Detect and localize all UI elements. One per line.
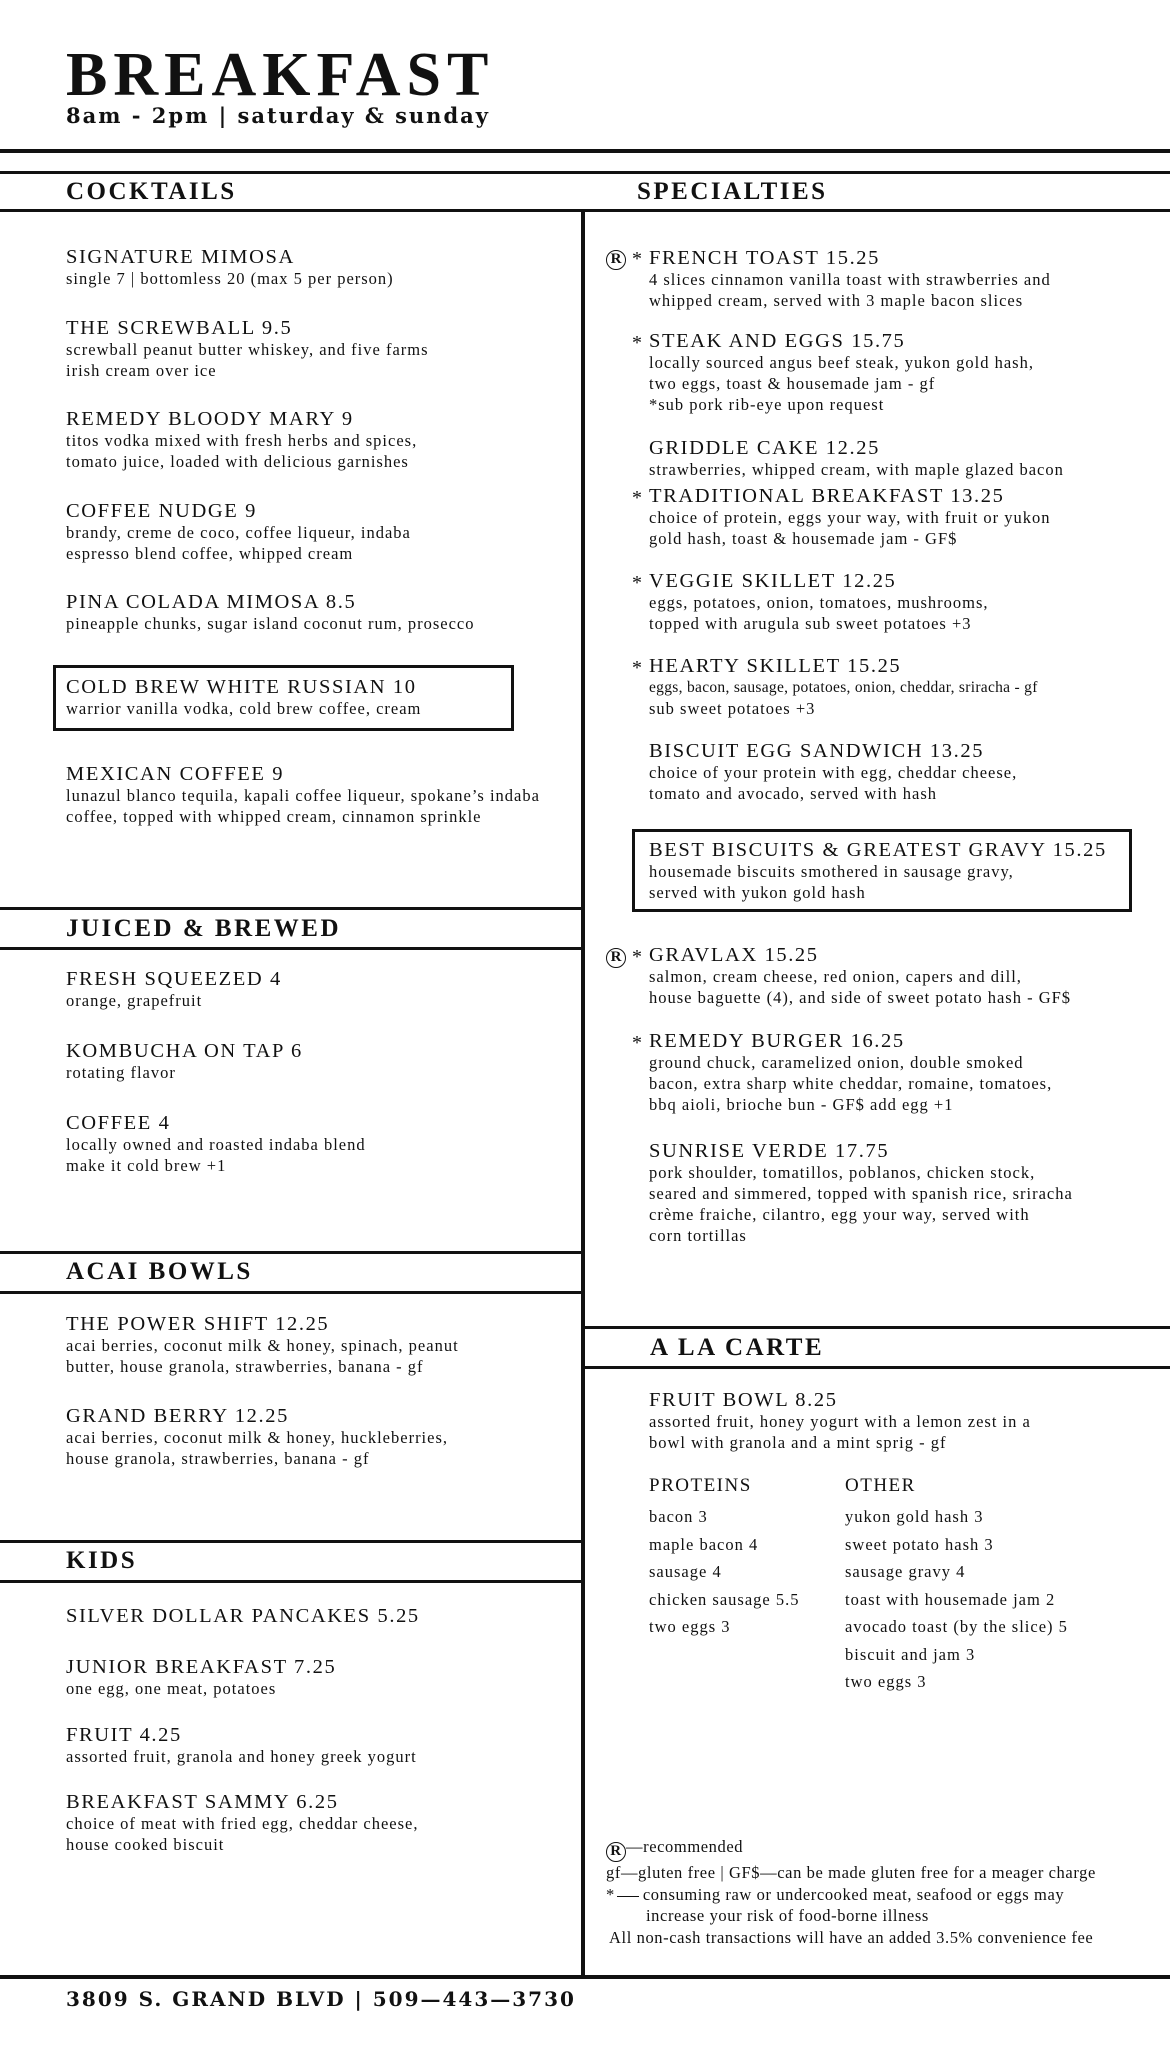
item-name: VEGGIE SKILLET 12.25 bbox=[649, 570, 897, 592]
item-desc: coffee, topped with whipped cream, cinnamon sprinkle bbox=[66, 807, 482, 826]
asterisk-icon: * bbox=[632, 657, 642, 679]
item-desc: warrior vanilla vodka, cold brew coffee, cream bbox=[66, 699, 422, 718]
heading-specialties: SPECIALTIES bbox=[637, 178, 828, 205]
menu-item bbox=[66, 1724, 417, 1767]
item-name: JUNIOR BREAKFAST 7.25 bbox=[66, 1656, 337, 1678]
item-desc: salmon, cream cheese, red onion, capers and dill, bbox=[649, 967, 1022, 986]
footer-address: 3809 S. GRAND BLVD | 509—443—3730 bbox=[66, 1987, 576, 2011]
item-name: KOMBUCHA ON TAP 6 bbox=[66, 1040, 303, 1062]
asterisk-icon: * bbox=[632, 487, 642, 509]
list-item: chicken sausage 5.5 bbox=[649, 1589, 800, 1609]
item-desc: 4 slices cinnamon vanilla toast with strawberries and bbox=[649, 270, 1051, 289]
item-name: PINA COLADA MIMOSA 8.5 bbox=[66, 591, 357, 613]
item-desc: choice of meat with fried egg, cheddar cheese, bbox=[66, 1814, 419, 1833]
menu-item bbox=[66, 500, 411, 564]
legend-raw-text: consuming raw or undercooked meat, seafood or eggs may bbox=[642, 1885, 1065, 1904]
item-desc: housemade biscuits smothered in sausage gravy, bbox=[649, 862, 1014, 881]
list-item: sweet potato hash 3 bbox=[845, 1534, 994, 1554]
proteins-list bbox=[649, 1475, 800, 1641]
item-name: REMEDY BLOODY MARY 9 bbox=[66, 408, 354, 430]
legend-gluten: gf—gluten free | GF$—can be made gluten free for a meager charge bbox=[606, 1863, 1096, 1882]
item-desc: acai berries, coconut milk & honey, spinach, peanut bbox=[66, 1336, 459, 1355]
menu-item-featured bbox=[66, 676, 421, 719]
divider-top bbox=[0, 171, 1170, 174]
item-name: GRAND BERRY 12.25 bbox=[66, 1405, 289, 1427]
item-desc: sub sweet potatoes +3 bbox=[649, 699, 816, 718]
list-item: bacon 3 bbox=[649, 1507, 708, 1526]
asterisk-icon: * bbox=[632, 332, 642, 354]
menu-item bbox=[649, 944, 1071, 1008]
menu-title: BREAKFAST bbox=[66, 41, 495, 109]
item-desc: screwball peanut butter whiskey, and five farms bbox=[66, 340, 429, 359]
item-name: MEXICAN COFFEE 9 bbox=[66, 763, 285, 785]
menu-item bbox=[66, 1791, 418, 1855]
item-desc: rotating flavor bbox=[66, 1063, 176, 1082]
menu-item bbox=[66, 1405, 448, 1469]
item-desc: house baguette (4), and side of sweet potato hash - GF$ bbox=[649, 988, 1072, 1007]
proteins-heading: PROTEINS bbox=[649, 1475, 752, 1496]
menu-item bbox=[649, 1030, 1052, 1115]
item-name: HEARTY SKILLET 15.25 bbox=[649, 655, 902, 677]
menu-item bbox=[66, 1112, 366, 1176]
item-desc: one egg, one meat, potatoes bbox=[66, 1679, 277, 1698]
list-item: avocado toast (by the slice) 5 bbox=[845, 1617, 1068, 1636]
menu-item bbox=[66, 1605, 420, 1627]
item-desc: irish cream over ice bbox=[66, 361, 217, 380]
item-name: BISCUIT EGG SANDWICH 13.25 bbox=[649, 740, 985, 762]
asterisk-icon: * bbox=[606, 1885, 615, 1904]
heading-acai: ACAI BOWLS bbox=[66, 1258, 253, 1285]
item-name: BREAKFAST SAMMY 6.25 bbox=[66, 1791, 339, 1813]
list-item: biscuit and jam 3 bbox=[845, 1644, 976, 1664]
item-desc: bowl with granola and a mint sprig - gf bbox=[649, 1433, 947, 1452]
menu-item bbox=[649, 330, 1034, 415]
item-name: COFFEE 4 bbox=[66, 1112, 171, 1134]
recommended-icon: R bbox=[606, 1842, 626, 1862]
divider-kids-top bbox=[0, 1540, 583, 1543]
divider-juiced-bottom bbox=[0, 947, 583, 950]
menu-item bbox=[66, 1040, 303, 1083]
item-name: FRENCH TOAST 15.25 bbox=[649, 247, 880, 269]
item-name: FRESH SQUEEZED 4 bbox=[66, 968, 282, 990]
item-desc: pineapple chunks, sugar island coconut rum, prosecco bbox=[66, 614, 475, 633]
item-desc: assorted fruit, honey yogurt with a lemon zest in a bbox=[649, 1412, 1031, 1431]
divider-top-thick bbox=[0, 149, 1170, 153]
item-desc: served with yukon gold hash bbox=[649, 883, 866, 902]
menu-item bbox=[649, 655, 1038, 719]
item-desc: espresso blend coffee, whipped cream bbox=[66, 544, 354, 563]
menu-item bbox=[66, 317, 429, 381]
recommended-icon: R bbox=[606, 944, 626, 968]
item-desc: acai berries, coconut milk & honey, huckleberries, bbox=[66, 1428, 449, 1447]
item-name: REMEDY BURGER 16.25 bbox=[649, 1030, 905, 1052]
item-desc: assorted fruit, granola and honey greek yogurt bbox=[66, 1747, 417, 1766]
item-desc: single 7 | bottomless 20 (max 5 per person) bbox=[66, 269, 394, 288]
item-name: FRUIT BOWL 8.25 bbox=[649, 1389, 838, 1411]
item-name: COLD BREW WHITE RUSSIAN 10 bbox=[66, 676, 417, 698]
item-name: THE SCREWBALL 9.5 bbox=[66, 317, 293, 339]
item-name: SIGNATURE MIMOSA bbox=[66, 246, 295, 268]
item-desc: crème fraiche, cilantro, egg your way, served with bbox=[649, 1205, 1030, 1224]
asterisk-icon: * bbox=[632, 248, 642, 270]
menu-item bbox=[66, 1313, 459, 1377]
item-desc: locally sourced angus beef steak, yukon gold hash, bbox=[649, 353, 1034, 372]
menu-item-featured bbox=[649, 839, 1107, 903]
divider-acai-top bbox=[0, 1251, 583, 1254]
menu-item bbox=[649, 740, 1017, 804]
legend-raw bbox=[606, 1884, 1064, 1906]
legend-raw-2: increase your risk of food-borne illness bbox=[646, 1906, 929, 1925]
item-desc: strawberries, whipped cream, with maple glazed bacon bbox=[649, 460, 1064, 479]
item-desc: corn tortillas bbox=[649, 1226, 747, 1245]
item-desc: bacon, extra sharp white cheddar, romaine, tomatoes, bbox=[649, 1074, 1053, 1093]
item-name: FRUIT 4.25 bbox=[66, 1724, 182, 1746]
item-desc: tomato juice, loaded with delicious garnishes bbox=[66, 452, 409, 471]
menu-item bbox=[66, 968, 282, 1011]
item-desc: orange, grapefruit bbox=[66, 991, 203, 1010]
menu-item bbox=[649, 247, 1051, 311]
item-desc: two eggs, toast & housemade jam - gf bbox=[649, 374, 936, 393]
column-divider bbox=[581, 209, 585, 1977]
item-desc: bbq aioli, brioche bun - GF$ add egg +1 bbox=[649, 1095, 954, 1114]
menu-item bbox=[66, 246, 394, 289]
item-desc: gold hash, toast & housemade jam - GF$ bbox=[649, 529, 958, 548]
menu-item bbox=[66, 1656, 336, 1699]
divider-alacarte-bottom bbox=[583, 1366, 1170, 1369]
recommended-icon: R bbox=[606, 246, 626, 270]
item-desc: choice of protein, eggs your way, with fruit or yukon bbox=[649, 508, 1051, 527]
menu-item bbox=[66, 591, 474, 634]
item-desc: house granola, strawberries, banana - gf bbox=[66, 1449, 370, 1468]
item-desc: tomato and avocado, served with hash bbox=[649, 784, 938, 803]
menu-item bbox=[66, 408, 417, 472]
item-desc: choice of your protein with egg, cheddar cheese, bbox=[649, 763, 1018, 782]
list-item: sausage 4 bbox=[649, 1562, 722, 1581]
item-name: TRADITIONAL BREAKFAST 13.25 bbox=[649, 485, 1005, 507]
item-desc: brandy, creme de coco, coffee liqueur, indaba bbox=[66, 523, 411, 542]
item-desc: make it cold brew +1 bbox=[66, 1156, 227, 1175]
asterisk-icon: * bbox=[632, 572, 642, 594]
menu-item bbox=[649, 570, 989, 634]
legend-recommended bbox=[606, 1836, 743, 1862]
menu-item bbox=[649, 437, 1064, 480]
menu-item bbox=[649, 485, 1051, 549]
other-list bbox=[845, 1475, 1068, 1696]
divider-alacarte-top bbox=[583, 1326, 1170, 1329]
item-desc: *sub pork rib-eye upon request bbox=[649, 395, 885, 414]
item-name: THE POWER SHIFT 12.25 bbox=[66, 1313, 330, 1335]
item-name: GRIDDLE CAKE 12.25 bbox=[649, 437, 880, 459]
item-desc: eggs, bacon, sausage, potatoes, onion, cheddar, sriracha - gf bbox=[649, 679, 1038, 696]
heading-cocktails: COCKTAILS bbox=[66, 178, 237, 205]
item-desc: ground chuck, caramelized onion, double smoked bbox=[649, 1053, 1024, 1072]
asterisk-icon: * bbox=[632, 1032, 642, 1054]
item-desc: titos vodka mixed with fresh herbs and spices, bbox=[66, 431, 418, 450]
item-name: GRAVLAX 15.25 bbox=[649, 944, 819, 966]
item-desc: house cooked biscuit bbox=[66, 1835, 225, 1854]
item-desc: seared and simmered, topped with spanish rice, sriracha bbox=[649, 1184, 1073, 1203]
list-item: yukon gold hash 3 bbox=[845, 1507, 984, 1526]
item-desc: pork shoulder, tomatillos, poblanos, chicken stock, bbox=[649, 1163, 1036, 1182]
heading-juiced: JUICED & BREWED bbox=[66, 915, 342, 942]
list-item: two eggs 3 bbox=[649, 1617, 731, 1636]
list-item: sausage gravy 4 bbox=[845, 1562, 966, 1581]
item-desc: whipped cream, served with 3 maple bacon slices bbox=[649, 291, 1024, 310]
item-name: STEAK AND EGGS 15.75 bbox=[649, 330, 906, 352]
list-item: toast with housemade jam 2 bbox=[845, 1589, 1056, 1609]
heading-alacarte: A LA CARTE bbox=[650, 1334, 825, 1361]
list-item: two eggs 3 bbox=[845, 1672, 927, 1691]
item-desc: butter, house granola, strawberries, banana - gf bbox=[66, 1357, 424, 1376]
menu-hours: 8am - 2pm | saturday & sunday bbox=[66, 103, 490, 128]
item-name: SUNRISE VERDE 17.75 bbox=[649, 1140, 890, 1162]
item-desc: topped with arugula sub sweet potatoes +3 bbox=[649, 614, 972, 633]
item-desc: lunazul blanco tequila, kapali coffee liqueur, spokane’s indaba bbox=[66, 786, 540, 805]
item-name: SILVER DOLLAR PANCAKES 5.25 bbox=[66, 1605, 420, 1627]
legend-recommended-text: —recommended bbox=[626, 1837, 744, 1856]
item-desc: eggs, potatoes, onion, tomatoes, mushrooms, bbox=[649, 593, 989, 612]
other-heading: OTHER bbox=[845, 1475, 916, 1496]
divider-headers bbox=[0, 209, 1170, 212]
legend-fee: All non-cash transactions will have an added 3.5% convenience fee bbox=[609, 1928, 1094, 1947]
divider-bottom bbox=[0, 1975, 1170, 1979]
divider-acai-bottom bbox=[0, 1291, 583, 1294]
divider-juiced-top bbox=[0, 907, 583, 910]
menu-item bbox=[649, 1389, 1031, 1453]
divider-kids-bottom bbox=[0, 1580, 583, 1583]
item-name: BEST BISCUITS & GREATEST GRAVY 15.25 bbox=[649, 839, 1107, 861]
item-desc: locally owned and roasted indaba blend bbox=[66, 1135, 366, 1154]
asterisk-icon: * bbox=[632, 946, 642, 968]
menu-item bbox=[649, 1140, 1073, 1246]
item-name: COFFEE NUDGE 9 bbox=[66, 500, 257, 522]
menu-item bbox=[66, 763, 540, 827]
heading-kids: KIDS bbox=[66, 1547, 138, 1574]
list-item: maple bacon 4 bbox=[649, 1534, 759, 1554]
